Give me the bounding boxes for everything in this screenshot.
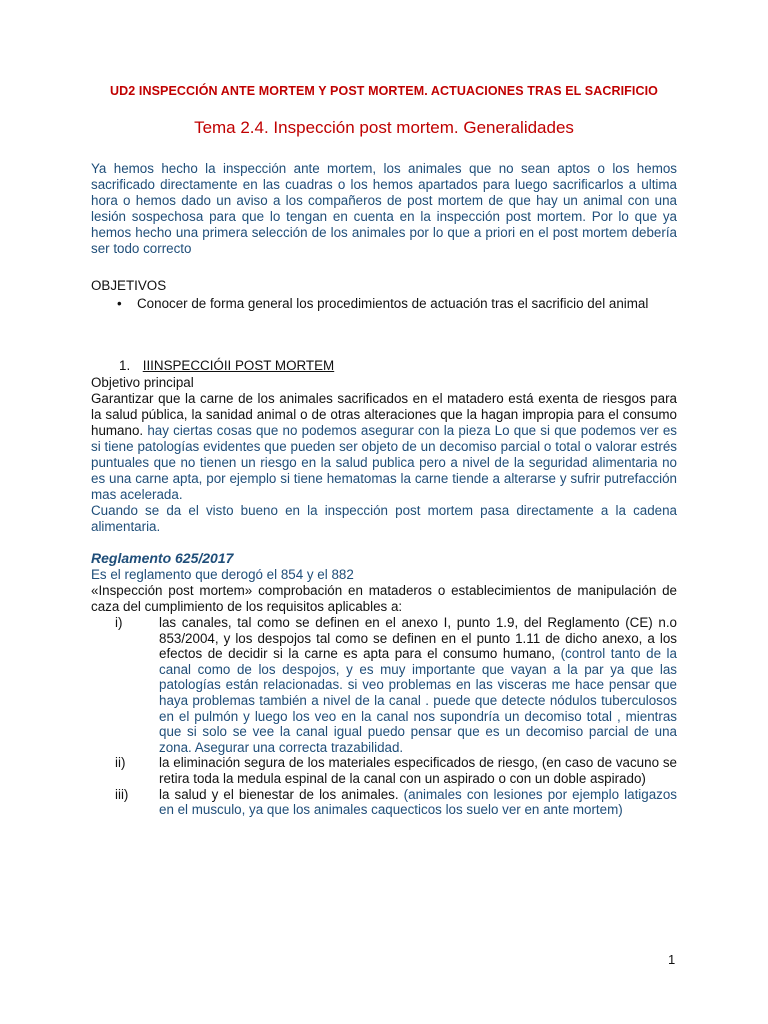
section-number: 1. bbox=[119, 358, 131, 373]
item-text bbox=[159, 615, 677, 755]
objetivo-principal-label: Objetivo principal bbox=[91, 375, 194, 390]
item-text bbox=[159, 787, 677, 818]
item-marker: i) bbox=[115, 615, 123, 630]
section-heading bbox=[119, 358, 334, 373]
item-main-text: las canales, tal como se definen en el anexo I, punto 1.9, del Reglamento (CE) n.o 853/2004, y los despojos tal como se definen en el punto 1.11 de dicho anexo, a los efectos de decidir si la carne es apta para el consumo humano, bbox=[159, 615, 677, 662]
item-main-text: la eliminación segura de los materiales especificados de riesgo, (en caso de vacuno se retira toda la medula espinal de la canal con un aspirado o con un doble aspirado) bbox=[159, 755, 677, 786]
bullet-icon: • bbox=[117, 296, 122, 311]
topic-title: Tema 2.4. Inspección post mortem. Generalidades bbox=[194, 118, 574, 137]
garantizar-paragraph bbox=[91, 391, 677, 535]
item-text bbox=[159, 755, 677, 786]
visto-bueno-note: Cuando se da el visto bueno en la inspección post mortem pasa directamente a la cadena alimentaria. bbox=[91, 503, 677, 534]
objetivos-list bbox=[91, 296, 677, 312]
list-item bbox=[91, 296, 677, 312]
item-marker: iii) bbox=[115, 786, 129, 802]
item-main-text: la salud y el bienestar de los animales. bbox=[159, 786, 399, 802]
reglamento-subtitle: Es el reglamento que derogó el 854 y el 882 bbox=[91, 567, 354, 582]
reglamento-heading: Reglamento 625/2017 bbox=[91, 550, 234, 566]
reglamento-definition: «Inspección post mortem» comprobación en mataderos o establecimientos de manipulación de caza del cumplimiento de los requisitos aplicables a: bbox=[91, 583, 677, 614]
garantizar-text: Garantizar que la carne de los animales sacrificados en el matadero está exenta de riesgos para la salud pública, la sanidad animal o de otras alteraciones que la hagan impropia para el consumo humano. bbox=[91, 391, 677, 438]
unit-title: UD2 INSPECCIÓN ANTE MORTEM Y POST MORTEM. ACTUACIONES TRAS EL SACRIFICIO bbox=[110, 84, 658, 98]
section-title: IIINSPECCIÓII POST MORTEM bbox=[142, 358, 335, 373]
requisitos-list bbox=[91, 615, 677, 818]
list-item bbox=[91, 787, 677, 818]
item-note: (animales con lesiones por ejemplo latigazos en el musculo, ya que los animales caquecticos los suelo ver en ante mortem) bbox=[159, 786, 677, 818]
bullet-text: Conocer de forma general los procedimientos de actuación tras el sacrificio del animal bbox=[137, 296, 649, 311]
list-item bbox=[91, 755, 677, 786]
garantizar-note: hay ciertas cosas que no podemos asegurar con la pieza Lo que si que podemos ver es si tiene patologías evidentes que pueden ser objeto de un decomiso parcial o total o valorar estrés puntuales que no tienen un riesgo en la salud publica pero a nivel de la seguridad alimentaria no es una carne apta, por ejemplo si tiene hematomas la carne tiende a alterarse y sufrir putrefacción mas acelerada. bbox=[91, 423, 677, 502]
item-note: (control tanto de la canal como de los despojos, y es muy importante que vayan a la par ya que las patologías están relacionadas. si veo problemas en las visceras me hace pensar que haya problemas también a nivel de la canal . puede que detecte nódulos tuberculosos en el pulmón y luego los veo en la canal nos supondría un decomiso total , mientras que si solo se vee la canal igual puedo pensar que es un decomiso parcial de una zona. Asegurar una correcta trazabilidad. bbox=[159, 646, 677, 755]
intro-paragraph: Ya hemos hecho la inspección ante mortem, los animales que no sean aptos o los hemos sacrificado directamente en las cuadras o los hemos apartados para luego sacrificarlos a ultima hora o hemos dado un aviso a los compañeros de post mortem de que hay un animal con una lesión sospechosa para que lo tengan en cuenta en la inspección post mortem. Por lo que ya hemos hecho una primera selección de los animales por lo que a priori en el post mortem debería ser todo correcto bbox=[91, 161, 677, 256]
list-item bbox=[91, 615, 677, 755]
objetivos-heading: OBJETIVOS bbox=[91, 278, 167, 293]
page-number: 1 bbox=[668, 952, 676, 967]
item-marker: ii) bbox=[115, 755, 126, 771]
